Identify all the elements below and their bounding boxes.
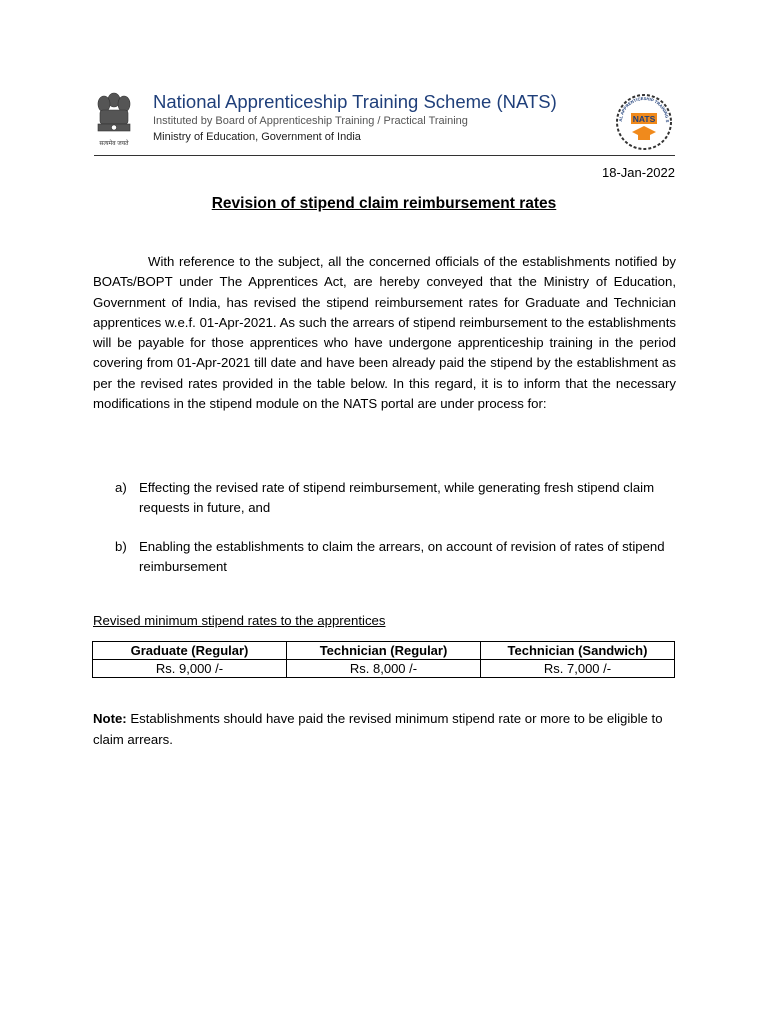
org-title: National Apprenticeship Training Scheme (NATS) (153, 91, 557, 112)
document-date: 18-Jan-2022 (602, 165, 675, 180)
list-item-text: Effecting the revised rate of stipend reimbursement, while generating fresh stipend claim requests in future, and (139, 480, 655, 515)
header-divider (94, 155, 675, 156)
org-subtitle: Instituted by Board of Apprenticeship Training / Practical Training (153, 115, 468, 127)
table-row (93, 660, 675, 678)
rate-technician-regular: Rs. 8,000 /- (287, 660, 481, 678)
column-header-graduate: Graduate (Regular) (93, 642, 287, 660)
column-header-technician-regular: Technician (Regular) (287, 642, 481, 660)
list-marker: b) (115, 539, 127, 554)
list-item (93, 537, 676, 577)
table-header-row (93, 642, 675, 660)
letterhead (94, 88, 678, 152)
list-item-text: Enabling the establishments to claim the arrears, on account of revision of rates of stipend reimbursement (139, 539, 665, 574)
rate-graduate: Rs. 9,000 /- (93, 660, 287, 678)
table-caption: Revised minimum stipend rates to the apprentices (93, 613, 386, 628)
body-text: With reference to the subject, all the concerned officials of the establishments notified by BOATs/BOPT under The Apprentices Act, are hereby conveyed that the Ministry of Education, Government of India, has revised the stipend reimbursement rates for Graduate and Technician apprentices w.e.f. 01-Apr-2021. As such the arrears of stipend reimbursement to the establishments will be payable for those apprentices who have undergone apprenticeship training in the period covering from 01-Apr-2021 till date and have been already paid the stipend by the establishment as per the revised rates provided in the table below. In this regard, it is to inform that the necessary modifications in the stipend module on the NATS portal are under process for: (93, 254, 676, 412)
note-paragraph (93, 709, 676, 750)
document-title: Revision of stipend claim reimbursement rates (211, 195, 557, 212)
logo-ring-text: AL APPRENTICESHIP TRAINING S (617, 95, 671, 123)
body-paragraph (93, 252, 676, 414)
note-text: Establishments should have paid the revised minimum stipend rate or more to be eligible to claim arrears. (93, 711, 663, 747)
list-item (93, 478, 676, 518)
national-emblem-icon (94, 90, 134, 150)
rate-technician-sandwich: Rs. 7,000 /- (481, 660, 675, 678)
note-label: Note: (93, 711, 127, 726)
ministry-line: Ministry of Education, Government of India (153, 131, 361, 143)
stipend-rates-table (92, 641, 675, 678)
column-header-technician-sandwich: Technician (Sandwich) (481, 642, 675, 660)
emblem-caption: सत्यमेव जयते (99, 141, 129, 147)
logo-text: NATS (632, 114, 656, 124)
nats-logo-icon (614, 92, 674, 152)
list-marker: a) (115, 480, 127, 495)
